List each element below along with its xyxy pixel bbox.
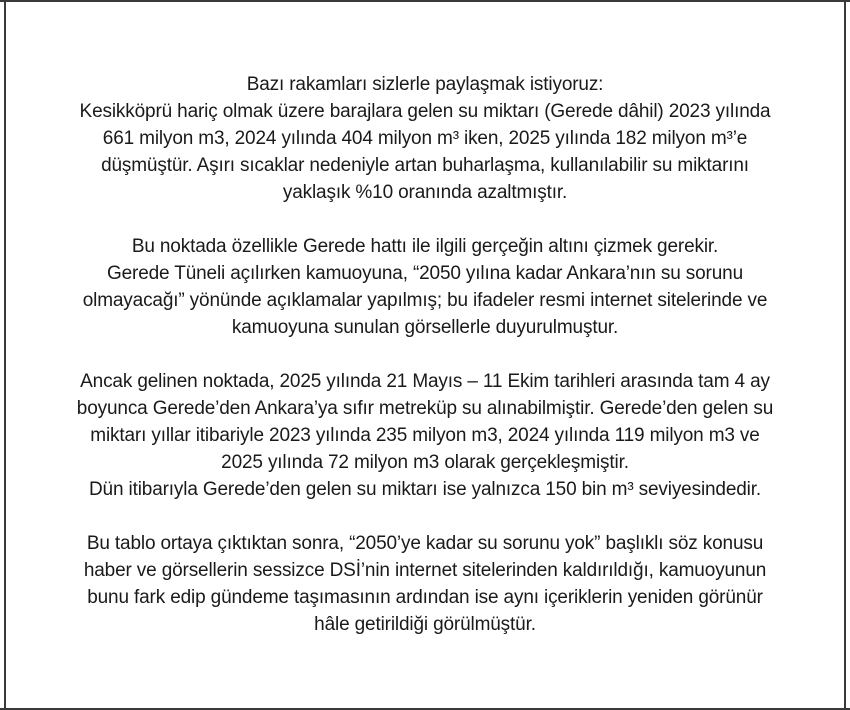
text-line: Bu noktada özellikle Gerede hattı ile ilgili gerçeğin altını çizmek gerekir.: [131, 236, 719, 257]
paragraph-current-situation: [42, 368, 808, 503]
text-line: boyunca Gerede’den Ankara’ya sıfır metreküp su alınabilmiştir. Gerede’den gelen su: [76, 398, 774, 419]
document-body: [6, 0, 844, 708]
text-line: Dün itibarıyla Gerede’den gelen su miktarı ise yalnızca 150 bin m³ seviyesindedir.: [88, 479, 762, 500]
text-line: hâle getirildiği görülmüştür.: [314, 614, 536, 635]
paragraph-removed-content: [42, 530, 808, 638]
paragraph-gerede-line: [42, 233, 808, 341]
text-line: kamuoyuna sunulan görsellerle duyurulmuştur.: [231, 317, 619, 338]
text-line: 661 milyon m3, 2024 yılında 404 milyon m³ iken, 2025 yılında 182 milyon m³’e: [102, 128, 748, 149]
paragraph-intro-figures: [42, 71, 808, 206]
text-line: Kesikköprü hariç olmak üzere barajlara gelen su miktarı (Gerede dâhil) 2023 yılında: [79, 101, 771, 122]
text-line: bunu fark edip gündeme taşımasının ardından ise aynı içeriklerin yeniden görünür: [87, 587, 763, 608]
text-line: düşmüştür. Aşırı sıcaklar nedeniyle artan buharlaşma, kullanılabilir su miktarını: [101, 155, 749, 176]
text-line: 2025 yılında 72 milyon m3 olarak gerçekleşmiştir.: [221, 452, 629, 473]
text-line: Bazı rakamları sizlerle paylaşmak istiyoruz:: [246, 74, 604, 95]
text-line: Ancak gelinen noktada, 2025 yılında 21 Mayıs – 11 Ekim tarihleri arasında tam 4 ay: [80, 371, 770, 392]
text-line: haber ve görsellerin sessizce DSİ’nin internet sitelerinden kaldırıldığı, kamuoyunun: [83, 560, 767, 581]
text-line: Bu tablo ortaya çıktıktan sonra, “2050’ye kadar su sorunu yok” başlıklı söz konusu: [86, 533, 764, 554]
text-line: yaklaşık %10 oranında azaltmıştır.: [282, 182, 568, 203]
text-line: olmayacağı” yönünde açıklamalar yapılmış; bu ifadeler resmi internet sitelerinde ve: [82, 290, 768, 311]
text-line: Gerede Tüneli açılırken kamuoyuna, “2050 yılına kadar Ankara’nın su sorunu: [107, 263, 743, 284]
text-line: miktarı yıllar itibariyle 2023 yılında 235 milyon m3, 2024 yılında 119 milyon m3 ve: [90, 425, 760, 446]
